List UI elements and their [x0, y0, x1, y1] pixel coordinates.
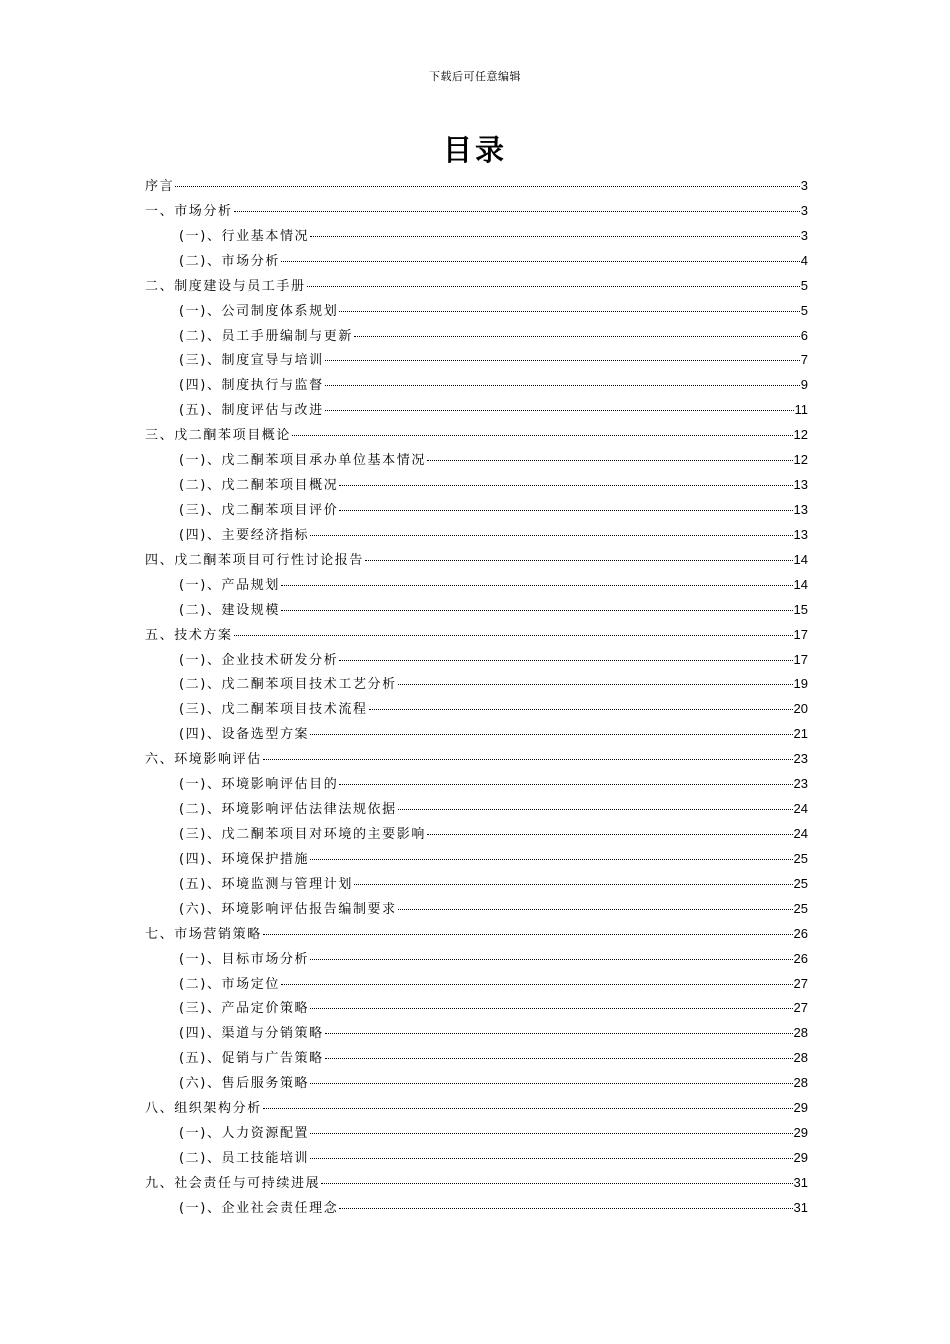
toc-entry-label: (一)、环境影响评估目的 [179, 777, 339, 793]
toc-entry-label: (三)、产品定价策略 [179, 1001, 310, 1017]
toc-entry-label: (四)、制度执行与监督 [179, 378, 324, 394]
toc-entry[interactable] [145, 324, 808, 349]
toc-entry-label: 九、社会责任与可持续进展 [145, 1175, 321, 1191]
toc-dot-leader [310, 1157, 792, 1159]
toc-entry-label: 一、市场分析 [145, 203, 233, 219]
toc-entry-page-number: 26 [793, 925, 808, 941]
toc-entry-page-number: 3 [800, 227, 808, 243]
toc-entry-label: 四、戊二酮苯项目可行性讨论报告 [145, 552, 365, 568]
toc-entry-page-number: 24 [793, 825, 808, 841]
toc-entry[interactable] [145, 847, 808, 872]
toc-entry-page-number: 5 [800, 277, 808, 293]
toc-entry-page-number: 7 [800, 352, 808, 368]
toc-entry[interactable] [145, 1146, 808, 1171]
toc-entry[interactable] [145, 996, 808, 1021]
toc-entry[interactable] [145, 623, 808, 648]
toc-dot-leader [325, 384, 800, 386]
toc-dot-leader [281, 260, 800, 262]
toc-dot-leader [310, 1007, 792, 1009]
toc-entry-page-number: 3 [800, 178, 808, 193]
toc-entry[interactable] [145, 697, 808, 722]
toc-dot-leader [310, 534, 792, 536]
toc-entry-label: (一)、目标市场分析 [179, 951, 310, 967]
toc-entry[interactable] [145, 797, 808, 822]
toc-entry-label: (一)、企业技术研发分析 [179, 652, 339, 668]
toc-entry-label: (二)、戊二酮苯项目技术工艺分析 [179, 677, 397, 693]
toc-entry-page-number: 23 [793, 776, 808, 792]
toc-entry-label: 八、组织架构分析 [145, 1101, 262, 1117]
toc-dot-leader [310, 235, 800, 237]
toc-dot-leader [263, 758, 793, 760]
toc-entry[interactable] [145, 373, 808, 398]
toc-dot-leader [325, 409, 794, 411]
toc-entry-label: (三)、制度宣导与培训 [179, 353, 324, 369]
toc-entry-page-number: 27 [793, 975, 808, 991]
toc-entry-page-number: 13 [793, 501, 808, 517]
toc-entry[interactable] [145, 448, 808, 473]
toc-entry-page-number: 13 [793, 477, 808, 493]
toc-dot-leader [325, 1057, 793, 1059]
toc-dot-leader [263, 933, 793, 935]
toc-entry-page-number: 12 [793, 427, 808, 443]
toc-list [145, 174, 808, 1221]
toc-entry-page-number: 4 [800, 252, 808, 268]
toc-entry[interactable] [145, 722, 808, 747]
toc-entry[interactable] [145, 348, 808, 373]
toc-dot-leader [310, 1132, 792, 1134]
toc-dot-leader [321, 1182, 792, 1184]
toc-entry[interactable] [145, 548, 808, 573]
toc-entry-page-number: 29 [793, 1149, 808, 1165]
toc-dot-leader [427, 833, 793, 835]
toc-entry-page-number: 25 [793, 875, 808, 891]
toc-entry-label: (四)、设备选型方案 [179, 727, 310, 743]
toc-entry-page-number: 11 [794, 402, 808, 418]
toc-entry[interactable] [145, 1196, 808, 1221]
toc-entry-page-number: 19 [793, 676, 808, 692]
toc-dot-leader [339, 659, 792, 661]
toc-entry-page-number: 25 [793, 850, 808, 866]
toc-dot-leader [339, 509, 792, 511]
toc-dot-leader [263, 1107, 793, 1109]
toc-dot-leader [310, 1082, 792, 1084]
toc-dot-leader [427, 459, 793, 461]
toc-entry-label: (三)、戊二酮苯项目对环境的主要影响 [179, 826, 426, 842]
toc-dot-leader [325, 1032, 793, 1034]
toc-entry-label: (五)、环境监测与管理计划 [179, 876, 353, 892]
toc-entry-page-number: 9 [800, 377, 808, 393]
toc-entry[interactable] [145, 423, 808, 448]
toc-entry-label: (二)、市场定位 [179, 976, 280, 992]
toc-entry[interactable] [145, 972, 808, 997]
toc-entry-label: (二)、员工技能培训 [179, 1150, 310, 1166]
toc-entry-page-number: 12 [793, 452, 808, 468]
toc-entry-page-number: 6 [800, 327, 808, 343]
toc-dot-leader [307, 285, 800, 287]
toc-entry-label: (一)、人力资源配置 [179, 1126, 310, 1142]
toc-entry-label: (一)、公司制度体系规划 [179, 303, 339, 319]
toc-entry[interactable] [145, 473, 808, 498]
toc-entry[interactable] [145, 299, 808, 324]
toc-entry[interactable] [145, 1021, 808, 1046]
toc-entry-page-number: 31 [793, 1199, 808, 1215]
toc-entry[interactable] [145, 1171, 808, 1196]
toc-entry-label: (二)、建设规模 [179, 602, 280, 618]
toc-dot-leader [354, 883, 793, 885]
toc-entry-label: 六、环境影响评估 [145, 752, 262, 768]
toc-entry-page-number: 23 [793, 751, 808, 767]
toc-entry[interactable] [145, 523, 808, 548]
toc-entry-page-number: 28 [793, 1050, 808, 1066]
toc-entry-label: 七、市场营销策略 [145, 926, 262, 942]
toc-entry-label: (一)、戊二酮苯项目承办单位基本情况 [179, 453, 426, 469]
toc-dot-leader [339, 310, 799, 312]
toc-entry[interactable] [145, 872, 808, 897]
toc-entry-label: (五)、制度评估与改进 [179, 403, 324, 419]
toc-dot-leader [369, 708, 793, 710]
toc-entry-page-number: 14 [793, 576, 808, 592]
toc-dot-leader [310, 733, 792, 735]
toc-dot-leader [325, 359, 800, 361]
toc-entry-page-number: 29 [793, 1125, 808, 1141]
toc-dot-leader [339, 1207, 792, 1209]
toc-entry[interactable] [145, 1071, 808, 1096]
toc-entry-page-number: 26 [793, 950, 808, 966]
toc-entry-page-number: 13 [793, 526, 808, 542]
toc-entry-page-number: 29 [793, 1100, 808, 1116]
toc-entry-page-number: 17 [793, 626, 808, 642]
toc-entry[interactable] [145, 1046, 808, 1071]
toc-entry[interactable] [145, 174, 808, 199]
toc-entry-page-number: 3 [800, 202, 808, 218]
toc-entry-label: 五、技术方案 [145, 627, 233, 643]
toc-entry-label: (一)、企业社会责任理念 [179, 1200, 339, 1216]
toc-entry-label: (一)、行业基本情况 [179, 228, 310, 244]
toc-entry-page-number: 28 [793, 1075, 808, 1091]
toc-dot-leader [281, 609, 793, 611]
toc-entry-label: (一)、产品规划 [179, 577, 280, 593]
toc-entry-label: (五)、促销与广告策略 [179, 1051, 324, 1067]
toc-dot-leader [310, 858, 792, 860]
toc-entry-page-number: 28 [793, 1025, 808, 1041]
toc-dot-leader [365, 559, 793, 561]
toc-entry-page-number: 5 [800, 302, 808, 318]
toc-dot-leader [398, 808, 793, 810]
toc-entry[interactable] [145, 648, 808, 673]
toc-dot-leader [281, 983, 793, 985]
toc-entry-label: 序言 [145, 179, 175, 194]
toc-dot-leader [175, 185, 800, 187]
toc-entry[interactable] [145, 672, 808, 697]
toc-entry[interactable] [145, 398, 808, 423]
toc-entry-page-number: 17 [793, 651, 808, 667]
toc-entry-label: (六)、售后服务策略 [179, 1076, 310, 1092]
toc-entry-page-number: 20 [793, 701, 808, 717]
toc-entry[interactable] [145, 922, 808, 947]
toc-entry-page-number: 31 [793, 1174, 808, 1190]
toc-entry-label: (四)、环境保护措施 [179, 851, 310, 867]
toc-entry[interactable] [145, 897, 808, 922]
toc-entry-label: (二)、员工手册编制与更新 [179, 328, 353, 344]
toc-entry-page-number: 25 [793, 900, 808, 916]
toc-dot-leader [339, 783, 792, 785]
toc-entry-label: 二、制度建设与员工手册 [145, 278, 306, 294]
toc-entry[interactable] [145, 573, 808, 598]
toc-entry[interactable] [145, 249, 808, 274]
toc-entry[interactable] [145, 822, 808, 847]
toc-title: 目录 [442, 133, 507, 167]
toc-dot-leader [339, 484, 792, 486]
toc-entry[interactable] [145, 224, 808, 249]
toc-entry-page-number: 24 [793, 801, 808, 817]
toc-entry-page-number: 21 [793, 726, 808, 742]
toc-entry[interactable] [145, 947, 808, 972]
toc-dot-leader [234, 634, 793, 636]
toc-entry-page-number: 15 [793, 601, 808, 617]
toc-entry-label: (二)、市场分析 [179, 253, 280, 269]
toc-entry[interactable] [145, 199, 808, 224]
toc-entry-label: (三)、戊二酮苯项目技术流程 [179, 702, 368, 718]
toc-entry-label: (二)、环境影响评估法律法规依据 [179, 802, 397, 818]
toc-entry[interactable] [145, 598, 808, 623]
toc-dot-leader [234, 210, 800, 212]
toc-entry-label: (四)、渠道与分销策略 [179, 1026, 324, 1042]
toc-entry[interactable] [145, 498, 808, 523]
header-note: 下载后可任意编辑 [429, 70, 521, 83]
toc-dot-leader [398, 683, 793, 685]
toc-entry[interactable] [145, 1096, 808, 1121]
toc-entry[interactable] [145, 747, 808, 772]
toc-entry[interactable] [145, 1121, 808, 1146]
toc-entry-label: 三、戊二酮苯项目概论 [145, 428, 292, 444]
toc-dot-leader [398, 908, 793, 910]
toc-entry-label: (二)、戊二酮苯项目概况 [179, 478, 339, 494]
toc-entry-label: (四)、主要经济指标 [179, 527, 310, 543]
toc-entry-page-number: 27 [793, 1000, 808, 1016]
toc-entry-label: (三)、戊二酮苯项目评价 [179, 502, 339, 518]
toc-dot-leader [292, 434, 793, 436]
toc-entry[interactable] [145, 274, 808, 299]
toc-dot-leader [310, 958, 792, 960]
toc-entry[interactable] [145, 772, 808, 797]
toc-dot-leader [354, 335, 800, 337]
toc-entry-label: (六)、环境影响评估报告编制要求 [179, 901, 397, 917]
toc-dot-leader [281, 584, 793, 586]
toc-entry-page-number: 14 [793, 551, 808, 567]
